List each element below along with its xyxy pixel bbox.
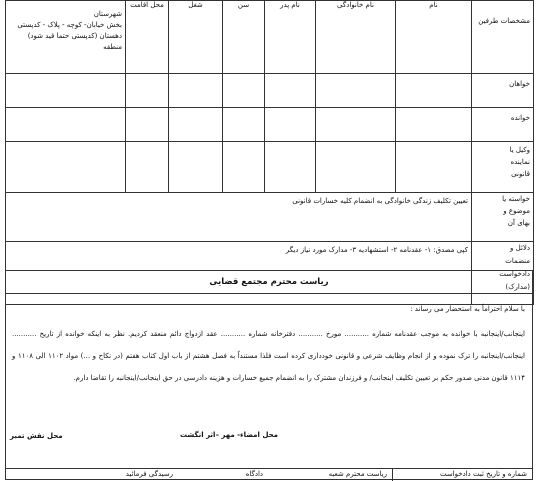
age-header: سن (223, 1, 265, 74)
address-line-1: شهرستان (93, 10, 122, 18)
last-name-header: نام خانوادگی (316, 1, 396, 74)
claim-value[interactable]: تعیین تکلیف زندگی خانوادگی به انضمام کلیه خسارات قانونی (6, 193, 472, 242)
footer-registration: شماره و تاریخ ثبت دادخواست (439, 470, 527, 478)
petition-divider (6, 293, 532, 294)
lawyer-label-line-3: قانونی (511, 170, 530, 178)
lawyer-label (472, 142, 534, 193)
father-name-header: نام پدر (265, 1, 316, 74)
claim-label-line-1: خواسته یا (502, 195, 530, 203)
job-header: شغل (169, 1, 223, 74)
plaintiff-label: خواهان (472, 74, 534, 108)
plaintiff-last-name[interactable] (316, 74, 396, 108)
stamp-label: محل نقش تمبر (10, 432, 63, 440)
lawyer-job[interactable] (169, 142, 223, 193)
footer-strip (5, 468, 533, 481)
address-line-3: دهستان (کدپستی حتما قید شود) (27, 32, 122, 40)
claim-label-line-3: بهای آن (507, 219, 530, 227)
defendant-residence[interactable] (126, 108, 169, 142)
lawyer-residence[interactable] (126, 142, 169, 193)
evidence-label-line-4: (مدارک) (505, 283, 530, 291)
parties-label: مشخصات طرفین (478, 17, 530, 25)
evidence-label-line-1: دلائل و (510, 244, 530, 252)
footer-branch-head: ریاست محترم شعبه (328, 470, 387, 478)
lawyer-age[interactable] (223, 142, 265, 193)
plaintiff-residence[interactable] (126, 74, 169, 108)
address-line-4: منطقه (103, 43, 122, 51)
lawyer-label-line-1: وکیل یا (509, 146, 530, 154)
lawyer-label-line-2: نماینده (510, 158, 530, 166)
plaintiff-address[interactable] (6, 74, 126, 108)
defendant-age[interactable] (223, 108, 265, 142)
plaintiff-age[interactable] (223, 74, 265, 108)
defendant-job[interactable] (169, 108, 223, 142)
footer-court: دادگاه (245, 470, 263, 478)
evidence-label-line-3: دادخواست (499, 270, 530, 278)
address-line-2: بخش خیابان- کوچه - پلاک - کدپستی (17, 21, 122, 29)
residence-header: محل اقامت (126, 1, 169, 74)
defendant-father-name[interactable] (265, 108, 316, 142)
defendant-first-name[interactable] (396, 108, 472, 142)
first-name-header: نام (396, 1, 472, 74)
evidence-label-line-2: منضمات (505, 257, 530, 265)
lawyer-first-name[interactable] (396, 142, 472, 193)
signature-label: محل امضاء- مهر –اثر انگشت (180, 431, 278, 439)
address-header (6, 1, 126, 74)
lawyer-last-name[interactable] (316, 142, 396, 193)
plaintiff-father-name[interactable] (265, 74, 316, 108)
petition-greeting: با سلام احتراماً به استحضار می رساند : (410, 305, 525, 313)
claim-row (6, 193, 534, 242)
parties-table (5, 0, 534, 305)
table-header-row (6, 1, 534, 74)
petition-section (5, 270, 533, 480)
evidence-value[interactable]: کپی مصدق: ۱- عقدنامه ۲- استشهادیه ۳- مدارک مورد نیاز دیگر (6, 242, 472, 305)
defendant-address[interactable] (6, 108, 126, 142)
lawyer-father-name[interactable] (265, 142, 316, 193)
footer-divider-1 (392, 469, 393, 481)
defendant-label: خوانده (472, 108, 534, 142)
defendant-row (6, 108, 534, 142)
plaintiff-job[interactable] (169, 74, 223, 108)
petition-body[interactable]: اینجانب/اینجانبه با خوانده به موجب عقدنامه شماره ........... مورخ ........... دفترخانه شماره ........... عقد ازدواج دائم منعقد کردیم. نظر به اینکه خوانده از تاریخ ........... اینجانب/اینجانبه را ترک نموده و از انجام وظایف شرعی و قانونی خودداری کرده است فلذا مستنداً به فصل هشتم از باب اول کتاب هفتم (در نکاح و ...) مواد ۱۱۰۲ الی ۱۱۰۸ و ۱۱۱۴ قانون مدنی صدور حکم بر تعیین تکلیف اینجانب/ و فرزندان مشترک را به انضمام جمیع خسارات و هزینه دادرسی در حق اینجانب/اینجانبه را تقاضا دارم. (12, 330, 525, 382)
defendant-last-name[interactable] (316, 108, 396, 142)
claim-label (472, 193, 534, 242)
footer-review: رسیدگی فرمائید (125, 470, 173, 478)
claim-label-line-2: موضوع و (503, 207, 530, 215)
lawyer-row (6, 142, 534, 193)
parties-label-cell (472, 1, 534, 74)
petition-title: ریاست محترم مجتمع قضایی (209, 277, 329, 287)
plaintiff-first-name[interactable] (396, 74, 472, 108)
lawyer-address[interactable] (6, 142, 126, 193)
plaintiff-row (6, 74, 534, 108)
